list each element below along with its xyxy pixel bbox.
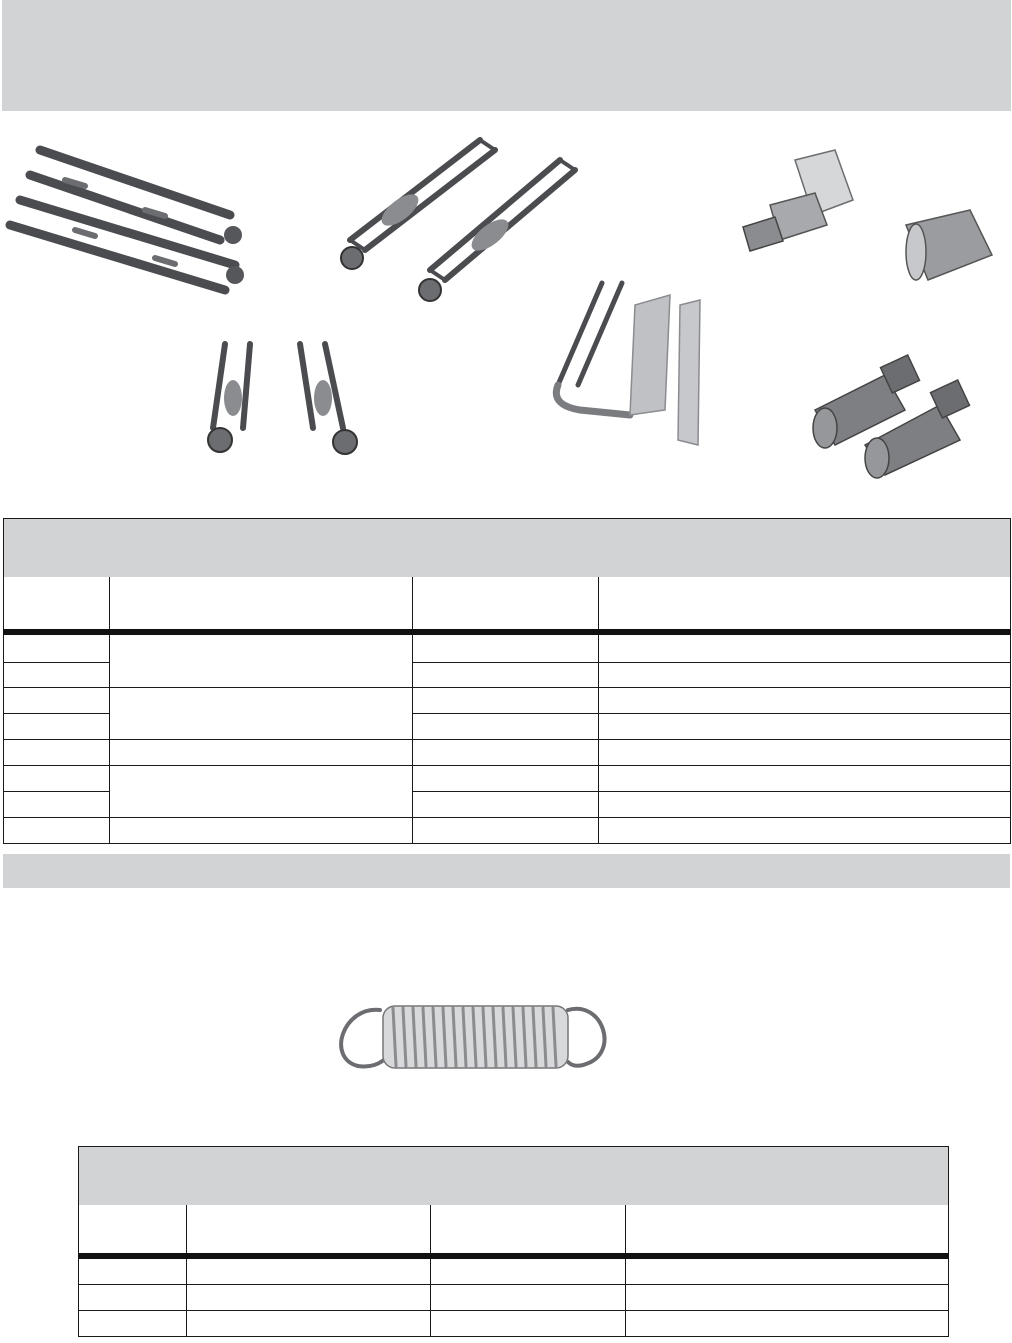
table-cell	[413, 766, 599, 792]
table-cell	[79, 1285, 187, 1311]
table-cell	[413, 632, 599, 663]
column-header	[110, 577, 413, 632]
table-header-row	[4, 577, 1011, 632]
table-cell	[599, 766, 1011, 792]
table-cell	[4, 740, 110, 766]
table-cell	[626, 1256, 949, 1285]
orifice-pair-image	[805, 340, 975, 475]
table-row	[4, 766, 1011, 792]
table-cell	[599, 663, 1011, 688]
burner-pair-small-image	[195, 338, 375, 456]
header-band	[2, 0, 1011, 111]
table-cell	[79, 1311, 187, 1337]
orifice-cap-image	[900, 205, 1000, 290]
column-header	[4, 577, 110, 632]
table-cell	[599, 714, 1011, 740]
table-row	[4, 688, 1011, 714]
table-cell	[431, 1311, 626, 1337]
table-cell	[626, 1311, 949, 1337]
table-cell	[413, 792, 599, 818]
burner-with-shields-image	[540, 275, 740, 450]
column-header	[79, 1205, 187, 1256]
table-cell	[431, 1285, 626, 1311]
table-cell	[413, 663, 599, 688]
table-cell	[187, 1256, 431, 1285]
table-cell	[599, 792, 1011, 818]
column-header	[626, 1205, 949, 1256]
table-cell	[413, 818, 599, 844]
table-cell	[599, 740, 1011, 766]
bottom-spec-table	[78, 1146, 949, 1337]
table-row	[4, 632, 1011, 663]
burner-pair-straight-image	[5, 140, 255, 310]
column-header	[431, 1205, 626, 1256]
table-row	[79, 1285, 949, 1311]
table-cell	[110, 740, 413, 766]
table-cell	[4, 818, 110, 844]
section-band	[3, 854, 1010, 888]
table-row	[79, 1311, 949, 1337]
column-header	[413, 577, 599, 632]
table-cell	[4, 688, 110, 714]
table-cell	[626, 1285, 949, 1311]
orifice-long-image	[735, 145, 865, 255]
table-cell	[110, 688, 413, 740]
table-cell	[413, 714, 599, 740]
table-cell	[187, 1285, 431, 1311]
table-cell	[4, 792, 110, 818]
column-header	[599, 577, 1011, 632]
table-cell	[110, 766, 413, 818]
table-cell	[4, 766, 110, 792]
table-cell	[431, 1256, 626, 1285]
table-cell	[4, 632, 110, 663]
table-cell	[4, 714, 110, 740]
table-banner	[79, 1147, 949, 1206]
column-header	[187, 1205, 431, 1256]
table-cell	[110, 818, 413, 844]
table-cell	[110, 632, 413, 688]
table-cell	[79, 1256, 187, 1285]
table-cell	[187, 1311, 431, 1337]
table-cell	[599, 818, 1011, 844]
extension-spring-image	[328, 998, 618, 1078]
table-row	[4, 818, 1011, 844]
top-spec-table	[3, 518, 1011, 844]
table-row	[79, 1256, 949, 1285]
table-cell	[599, 632, 1011, 663]
table-cell	[4, 663, 110, 688]
table-cell	[413, 688, 599, 714]
table-cell	[413, 740, 599, 766]
table-banner	[4, 519, 1011, 578]
table-header-row	[79, 1205, 949, 1256]
table-row	[4, 740, 1011, 766]
table-cell	[599, 688, 1011, 714]
